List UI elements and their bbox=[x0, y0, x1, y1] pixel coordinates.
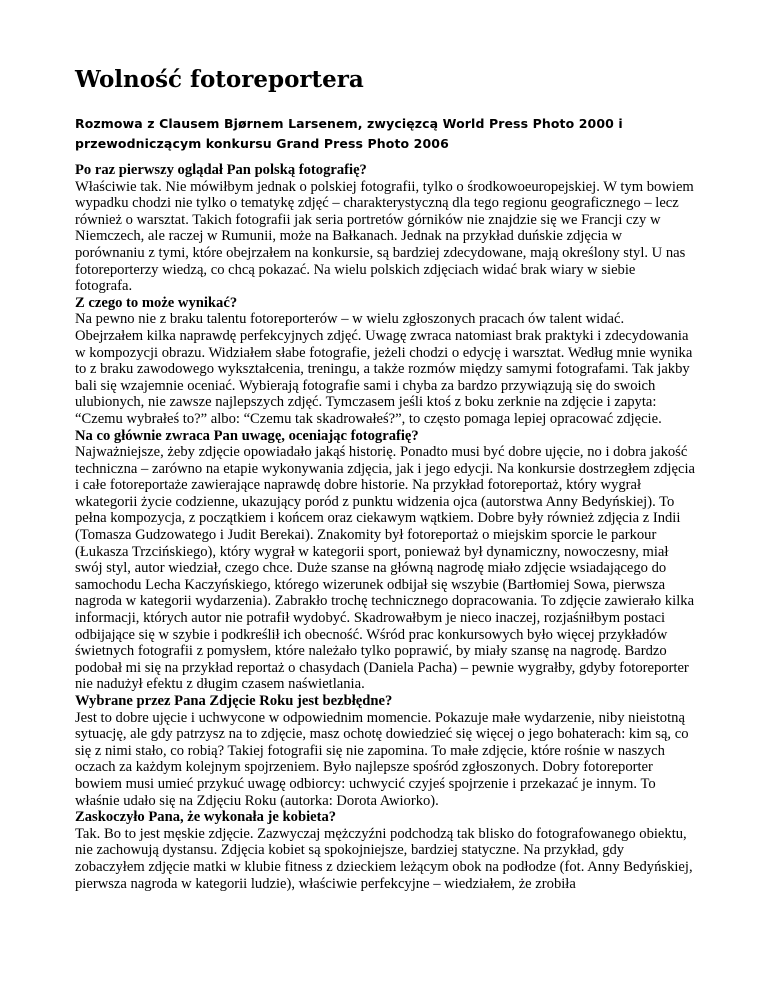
answer-2: Na pewno nie z braku talentu fotoreporterów – w wielu zgłoszonych pracach ów talent widać. Obejrzałem kilka naprawdę perfekcyjnych zdjęć. Uwagę zwraca natomiast brak praktyki i zdecydowania w kompozycji obrazu. Widziałem słabe fotografie, jeżeli chodzi o edycję i warsztat. Według mnie wynika to z braku zawodowego wykształcenia, treningu, a także rozmów między samymi fotografami. Tak jakby bali się wzajemnie oceniać. Wybierają fotografie sami i chyba za bardzo przywiązują się do swoich ulubionych, nie zawsze najlepszych zdjęć. Tymczasem jeśli ktoś z boku zerknie na zdjęcie i zapyta: “Czemu wybrałeś to?” albo: “Czemu tak skadrowałeś?”, to często pomaga lepiej opracować zdjęcie. bbox=[75, 311, 693, 427]
question-3: Na co głównie zwraca Pan uwagę, oceniając fotografię? bbox=[75, 427, 419, 444]
interview-body bbox=[75, 162, 695, 892]
article-subtitle: Rozmowa z Clausem Bjørnem Larsenem, zwycięzcą World Press Photo 2000 i przewodniczącym konkursu Grand Press Photo 2006 bbox=[75, 116, 623, 151]
question-4: Wybrane przez Pana Zdjęcie Roku jest bezbłędne? bbox=[75, 693, 393, 709]
question-5: Zaskoczyło Pana, że wykonała je kobieta? bbox=[75, 809, 337, 826]
article-title: Wolność fotoreportera bbox=[75, 66, 364, 93]
answer-5: Tak. Bo to jest męskie zdjęcie. Zazwyczaj mężczyźni podchodzą tak blisko do fotografowanego obiektu, nie zachowują dystansu. Zdjęcia kobiet są spokojniejsze, bardziej statyczne. Na przykład, gdy zobaczyłem zdjęcie matki w klubie fitness z dzieckiem leżącym obok na podłodze (fot. Anny Bedyńskiej, pierwsza nagroda w kategorii ludzie), właściwie perfekcyjne – wiedziałem, że zrobiła bbox=[75, 825, 693, 892]
answer-3: Najważniejsze, żeby zdjęcie opowiadało jakąś historię. Ponadto musi być dobre ujęcie, no i dobra jakość techniczna – zarówno na etapie wykonywania zdjęcia, jak i jego edycji. Na konkursie dostrzegłem zdjęcia i całe fotoreportaże zawierające naprawdę dobre historie. Na przykład fotoreportaż, który wygrał wkategorii życie codzienne, ukazujący poród z punktu widzenia ojca (autorstwa Anny Bedyńskiej). To pełna kompozycja, z początkiem i końcem oraz ciekawym wątkiem. Dobre były również zdjęcia z Indii (Tomasza Gudzowatego i Judit Berekai). Znakomity był fotoreportaż o miejskim sporcie le parkour (Łukasza Trzcińskiego), który wygrał w kategorii sport, ponieważ był dynamiczny, nowoczesny, miał swój styl, autor wiedział, czego chce. Duże szanse na główną nagrodę miało zdjęcie wsiadającego do samochodu Lecha Kaczyńskiego, którego wizerunek odbijał się wszybie (Bartłomiej Sowa, pierwsza nagroda w kategorii wydarzenia). Zabrakło trochę technicznego dopracowania. To zdjęcie zawierało kilka informacji, których autor nie potrafił wydobyć. Skadrowałbym je nieco inaczej, rozjaśniłbym postaci odbijające się w szybie i podkreślił ich obecność. Wśród prac konkursowych było więcej przykładów świetnych fotografii z pomysłem, które należało tylko poprawić, by miały szansę na nagrodę. Bardzo podobał mi się na przykład reportaż o chasydach (Daniela Pacha) – pewnie wygrałby, gdyby fotoreporter nie nadużył efektu z długim czasem naświetlania. bbox=[75, 444, 695, 693]
answer-1: Właściwie tak. Nie mówiłbym jednak o polskiej fotografii, tylko o środkowoeuropejskiej. W tym bowiem wypadku chodzi nie tylko o tematykę zdjęć – charakterystyczną dla tego regionu geograficznego – lecz również o warsztat. Takich fotografii jak seria portretów górników nie znajdzie się we Francji czy w Niemczech, ale raczej w Rumunii, może na Bałkanach. Jednak na przykład duńskie zdjęcia w porównaniu z tymi, które obejrzałem na konkursie, są bardziej zdecydowane, mają określony styl. U nas fotoreporterzy wiedzą, co chcą pokazać. Na wielu polskich zdjęciach widać brak wiary w siebie fotografa. bbox=[75, 178, 694, 295]
answer-4: Jest to dobre ujęcie i uchwycone w odpowiednim momencie. Pokazuje małe wydarzenie, niby nieistotną sytuację, ale gdy patrzysz na to zdjęcie, masz ochotę dowiedzieć się więcej o jego bohaterach: kim są, co się z nimi stało, co robią? Takiej fotografii się nie zapomina. To małe zdjęcie, które rośnie w naszych oczach za każdym kolejnym spojrzeniem. Było najlepsze spośród zgłoszonych. Dobry fotoreporter bowiem musi umieć przykuć uwagę odbiorcy: uchwycić czyjeś spojrzenie i przekazać je innym. To właśnie udało się na Zdjęciu Roku (autorka: Dorota Awiorko). bbox=[75, 709, 689, 809]
question-2: Z czego to może wynikać? bbox=[75, 294, 238, 311]
question-1: Po raz pierwszy oglądał Pan polską fotografię? bbox=[75, 162, 367, 178]
